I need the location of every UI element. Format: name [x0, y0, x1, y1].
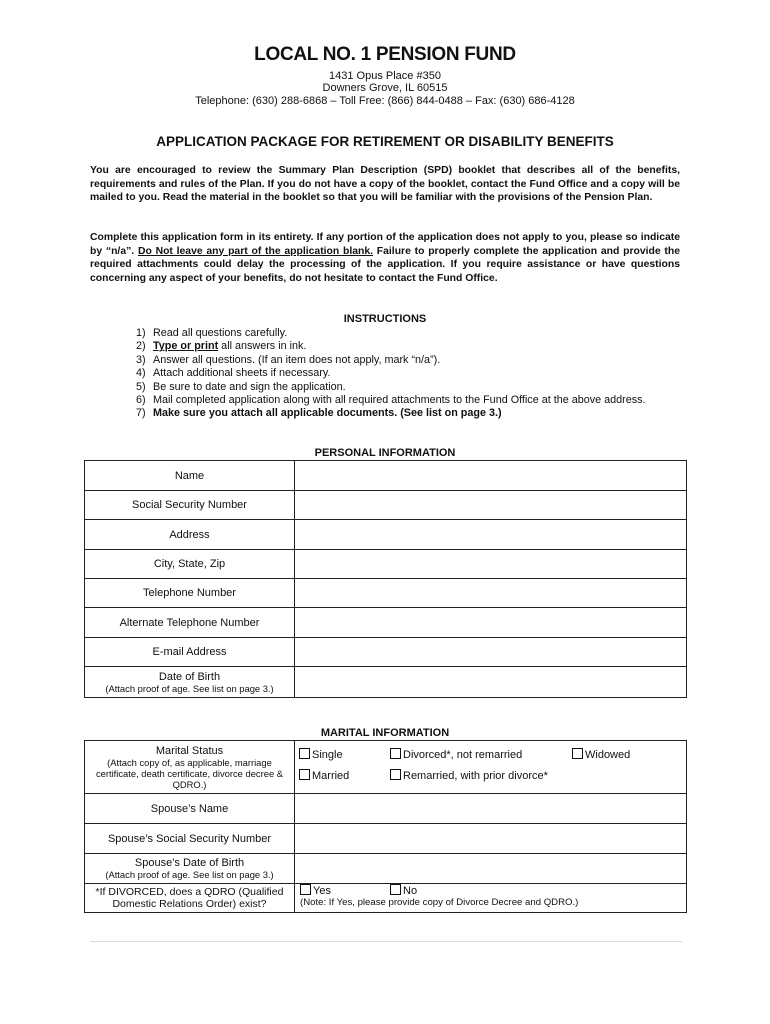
- marital-status-label: Marital Status (Attach copy of, as applicable, marriage certificate, death certificate, divorce decree & QDRO.): [85, 741, 295, 794]
- instruction-item: 1) Read all questions carefully.: [136, 327, 288, 339]
- marital-status-note: (Attach copy of, as applicable, marriage certificate, death certificate, divorce decree & QDRO.): [95, 756, 284, 790]
- instruction-item: 5) Be sure to date and sign the application.: [136, 380, 346, 393]
- qdro-yes-option[interactable]: Yes: [300, 884, 331, 897]
- instructions-list: [136, 327, 696, 421]
- qdro-no-option[interactable]: No: [390, 884, 417, 897]
- spouse-dob-field[interactable]: [295, 854, 687, 884]
- personal-info-heading: PERSONAL INFORMATION: [314, 447, 456, 459]
- alt-telephone-field[interactable]: [295, 608, 687, 638]
- marital-info-heading: MARITAL INFORMATION: [320, 727, 450, 739]
- ssn-label: Social Security Number: [85, 491, 295, 520]
- personal-info-table: [84, 460, 687, 698]
- name-field[interactable]: [295, 461, 687, 491]
- instruction-item: 7) Make sure you attach all applicable documents. (See list on page 3.): [136, 407, 502, 420]
- instruction-item: 4) Attach additional sheets if necessary.: [136, 367, 331, 380]
- marital-info-table: [84, 740, 687, 913]
- spouse-name-field[interactable]: [295, 794, 687, 824]
- email-field[interactable]: [295, 638, 687, 667]
- divorced-checkbox[interactable]: [390, 748, 401, 759]
- address-label: Address: [85, 520, 295, 550]
- intro-p2-end: Failure to properly complete the application and provide the required attachments could delay the processing of the application. If you require assistance or have questions concerning any aspect of your benefits, do not hesitate to contact the Fund Office.: [90, 245, 680, 284]
- single-checkbox[interactable]: [299, 748, 310, 759]
- divorced-option[interactable]: Divorced*, not remarried: [390, 748, 522, 761]
- email-label: E-mail Address: [85, 638, 295, 667]
- intro-p2-emphasis: Do Not leave any part of the application blank.: [137, 245, 374, 257]
- city-state-zip-field[interactable]: [295, 550, 687, 579]
- ssn-field[interactable]: [295, 491, 687, 520]
- address-field[interactable]: [295, 520, 687, 550]
- spouse-dob-label: Spouse’s Date of Birth (Attach proof of age. See list on page 3.): [85, 854, 295, 884]
- dob-note: (Attach proof of age. See list on page 3.): [105, 682, 274, 694]
- spouse-dob-note: (Attach proof of age. See list on page 3.): [105, 869, 274, 880]
- fund-title: LOCAL NO. 1 PENSION FUND: [254, 44, 516, 65]
- alt-telephone-label: Alternate Telephone Number: [85, 608, 295, 638]
- widowed-option[interactable]: Widowed: [572, 748, 630, 761]
- city-state-zip-label: City, State, Zip: [85, 550, 295, 579]
- address-line-2: Downers Grove, IL 60515: [322, 82, 448, 94]
- page-divider: [90, 941, 682, 942]
- instruction-item: 3) Answer all questions. (If an item does not apply, mark “n/a”).: [136, 353, 441, 366]
- intro-paragraph-2: [90, 231, 680, 285]
- contact-phones: Telephone: (630) 288-6868 – Toll Free: (866) 844-0488 – Fax: (630) 686-4128: [195, 95, 575, 107]
- package-subtitle: APPLICATION PACKAGE FOR RETIREMENT OR DISABILITY BENEFITS: [156, 134, 614, 149]
- dob-label: Date of Birth (Attach proof of age. See list on page 3.): [85, 667, 295, 698]
- address-line-1: 1431 Opus Place #350: [329, 70, 441, 82]
- telephone-label: Telephone Number: [85, 579, 295, 608]
- qdro-note: (Note: If Yes, please provide copy of Divorce Decree and QDRO.): [300, 897, 579, 908]
- qdro-no-checkbox[interactable]: [390, 884, 401, 895]
- name-label: Name: [85, 461, 295, 491]
- widowed-checkbox[interactable]: [572, 748, 583, 759]
- spouse-ssn-field[interactable]: [295, 824, 687, 854]
- spouse-ssn-label: Spouse’s Social Security Number: [85, 824, 295, 854]
- instruction-item: 2) Type or print all answers in ink.: [136, 340, 307, 353]
- instructions-heading: INSTRUCTIONS: [343, 313, 427, 325]
- married-option[interactable]: Married: [299, 769, 349, 782]
- intro-paragraph-1: You are encouraged to review the Summary Plan Description (SPD) booklet that describes all of the benefits, requirements and rules of the Plan. If you do not have a copy of the booklet, contact the Fund Office and a copy will be mailed to you. Read the material in the booklet so that you will be familiar with the provisions of the Pension Plan.: [90, 165, 680, 203]
- remarried-checkbox[interactable]: [390, 769, 401, 780]
- intro-p2-start: Complete this application form in its entirety. If any portion of the application does not apply to you, please so indicate by “n/a”.: [90, 232, 680, 257]
- qdro-question-label: *If DIVORCED, does a QDRO (Qualified Domestic Relations Order) exist?: [85, 884, 295, 913]
- single-option[interactable]: Single: [299, 748, 343, 761]
- spouse-name-label: Spouse’s Name: [85, 794, 295, 824]
- married-checkbox[interactable]: [299, 769, 310, 780]
- telephone-field[interactable]: [295, 579, 687, 608]
- qdro-yes-checkbox[interactable]: [300, 884, 311, 895]
- remarried-option[interactable]: Remarried, with prior divorce*: [390, 769, 548, 782]
- instruction-item: 6) Mail completed application along with all required attachments to the Fund Office at the above address.: [136, 394, 646, 407]
- dob-field[interactable]: [295, 667, 687, 698]
